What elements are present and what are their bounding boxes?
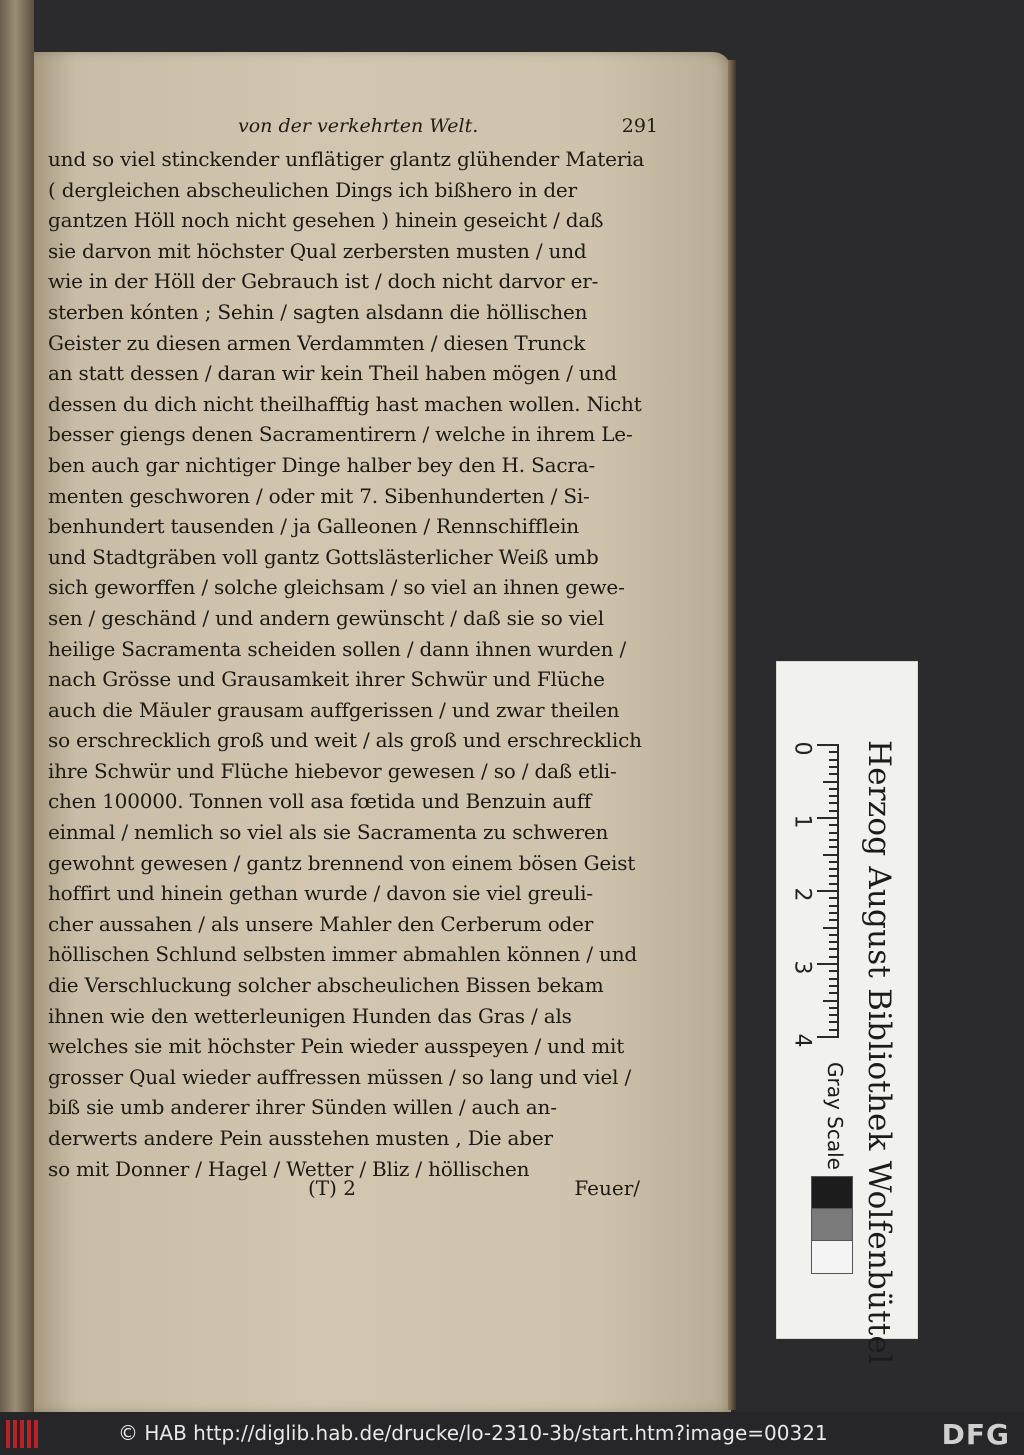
ruler-number: 4: [789, 1033, 815, 1048]
ruler-tick: [829, 948, 839, 950]
ruler-tick: [823, 781, 839, 783]
institution-name: Herzog August Bibliothek Wolfenbüttel: [861, 740, 897, 1365]
text-line: sich geworffen / solche gleichsam / so viel an ihnen gewe-: [48, 575, 625, 600]
ruler-tick: [829, 795, 839, 797]
ruler-tick: [829, 897, 839, 899]
text-line: gantzen Höll noch nicht gesehen ) hinein geseicht / daß: [48, 208, 604, 233]
ruler-tick: [829, 751, 839, 753]
text-line: besser giengs denen Sacramentirern / welche in ihrem Le-: [48, 422, 633, 447]
text-line: grosser Qual wieder auffressen müssen / so lang und viel /: [48, 1064, 632, 1089]
copyright-link[interactable]: © HAB http://diglib.hab.de/drucke/lo-2310-3b/start.htm?image=00321: [118, 1421, 828, 1445]
ruler-tick: [829, 868, 839, 870]
grayscale-label: Gray Scale: [823, 1062, 847, 1170]
text-line: cher aussahen / als unsere Mahler den Cerberum oder: [48, 911, 594, 936]
ruler-tick: [829, 832, 839, 834]
text-line: dessen du dich nicht theilhafftig hast machen wollen. Nicht: [48, 391, 642, 416]
color-calibration-card: [776, 661, 918, 1365]
ruler-tick: [829, 1007, 839, 1009]
ruler-tick: [829, 985, 839, 987]
text-line: und so viel stinckender unflätiger glantz glühender Materia: [48, 147, 645, 171]
ruler-tick: [829, 919, 839, 921]
gray-patch: [811, 1208, 853, 1242]
ruler-tick: [829, 970, 839, 972]
ruler-number: 3: [789, 960, 815, 975]
ruler-tick: [829, 759, 839, 761]
ruler-tick: [817, 890, 839, 892]
page-header: [238, 115, 658, 143]
ruler-tick: [829, 861, 839, 863]
text-line: menten geschworen / oder mit 7. Sibenhunderten / Si-: [48, 483, 590, 508]
text-line: so mit Donner / Hagel / Wetter / Bliz / höllischen: [48, 1156, 530, 1181]
ruler-tick: [829, 824, 839, 826]
text-line: ( dergleichen abscheulichen Dings ich bißhero in der: [48, 177, 577, 202]
ruler-tick: [829, 839, 839, 841]
text-line: Geister zu diesen armen Verdammten / diesen Trunck: [48, 330, 586, 355]
ruler-tick: [829, 941, 839, 943]
ruler-tick: [829, 1021, 839, 1023]
page-fore-edge: [728, 60, 736, 1410]
text-line: so erschrecklich groß und weit / als groß und erschrecklich: [48, 728, 642, 753]
ruler-tick: [829, 992, 839, 994]
ruler-tick: [823, 927, 839, 929]
ruler-tick: [829, 810, 839, 812]
text-line: derwerts andere Pein ausstehen musten , Die aber: [48, 1126, 553, 1150]
dfg-logo: DFG: [941, 1418, 1010, 1451]
text-line: ben auch gar nichtiger Dinge halber bey den H. Sacra-: [48, 452, 595, 477]
scale-ruler: [789, 736, 839, 1056]
text-line: benhundert tausenden / ja Galleonen / Rennschifflein: [48, 514, 579, 539]
ruler-tick: [817, 963, 839, 965]
gray-patch: [811, 1240, 853, 1274]
ruler-number: 1: [789, 814, 815, 829]
text-line: hoffirt und hinein gethan wurde / davon sie viel greuli-: [48, 881, 593, 906]
text-line: wie in der Höll der Gebrauch ist / doch nicht darvor er-: [48, 269, 599, 294]
text-line: auch die Mäuler grausam auffgerissen / und zwar theilen: [48, 697, 620, 722]
ruler-tick: [817, 744, 839, 746]
text-line: die Verschluckung solcher abscheulichen Bissen bekam: [48, 973, 604, 998]
text-line: nach Grösse und Grausamkeit ihrer Schwür und Flüche: [48, 667, 605, 692]
ruler-tick: [829, 846, 839, 848]
ruler-tick: [829, 956, 839, 958]
ruler-number: 2: [789, 887, 815, 902]
gray-patch: [811, 1176, 853, 1210]
ruler-tick: [817, 1036, 839, 1038]
text-line: höllischen Schlund selbsten immer abmahlen können / und: [48, 942, 638, 967]
page-number: 291: [621, 115, 658, 137]
ruler-tick: [817, 817, 839, 819]
text-line: heilige Sacramenta scheiden sollen / dann ihnen wurden /: [48, 636, 626, 661]
text-line: ihnen wie den wetterleunigen Hunden das Gras / als: [48, 1003, 572, 1028]
text-line: an statt dessen / daran wir kein Theil haben mögen / und: [48, 361, 617, 386]
ruler-tick: [829, 773, 839, 775]
text-line: biß sie umb anderer ihrer Sünden willen / auch an-: [48, 1095, 557, 1120]
ruler-tick: [829, 875, 839, 877]
ruler-tick: [829, 1014, 839, 1016]
footer-bar: [0, 1412, 1024, 1455]
ruler-tick: [829, 1029, 839, 1031]
running-title: von der verkehrten Welt.: [238, 115, 479, 137]
ruler-tick: [829, 883, 839, 885]
ruler-number: 0: [789, 741, 815, 756]
catchword: Feuer/: [574, 1176, 640, 1200]
text-line: sterben kónten ; Sehin / sagten alsdann die höllischen: [48, 299, 588, 324]
ruler-tick: [823, 1000, 839, 1002]
ruler-tick: [829, 802, 839, 804]
ruler-tick: [829, 912, 839, 914]
ruler-tick: [823, 854, 839, 856]
signature-mark: (T) 2: [308, 1176, 357, 1200]
ruler-tick: [829, 766, 839, 768]
ruler-tick: [829, 978, 839, 980]
text-line: welches sie mit höchster Pein wieder ausspeyen / und mit: [48, 1034, 625, 1059]
previous-page-edge: [0, 0, 34, 1412]
hab-logo-icon: [6, 1420, 40, 1448]
text-line: ihre Schwür und Flüche hiebevor gewesen / so / daß etli-: [48, 758, 617, 783]
text-line: gewohnt gewesen / gantz brennend von einem bösen Geist: [48, 850, 636, 875]
ruler-tick: [829, 934, 839, 936]
ruler-tick: [829, 905, 839, 907]
text-line: chen 100000. Tonnen voll asa fœtida und Benzuin auff: [48, 789, 592, 814]
text-line: einmal / nemlich so viel als sie Sacramenta zu schweren: [48, 820, 609, 845]
page-footer: [300, 1176, 640, 1206]
text-line: sie darvon mit höchster Qual zerbersten musten / und: [48, 238, 587, 263]
body-text: [48, 144, 650, 1184]
text-line: sen / geschänd / und andern gewünscht / daß sie so viel: [48, 605, 604, 630]
text-line: und Stadtgräben voll gantz Gottslästerlicher Weiß umb: [48, 544, 599, 569]
ruler-tick: [829, 788, 839, 790]
